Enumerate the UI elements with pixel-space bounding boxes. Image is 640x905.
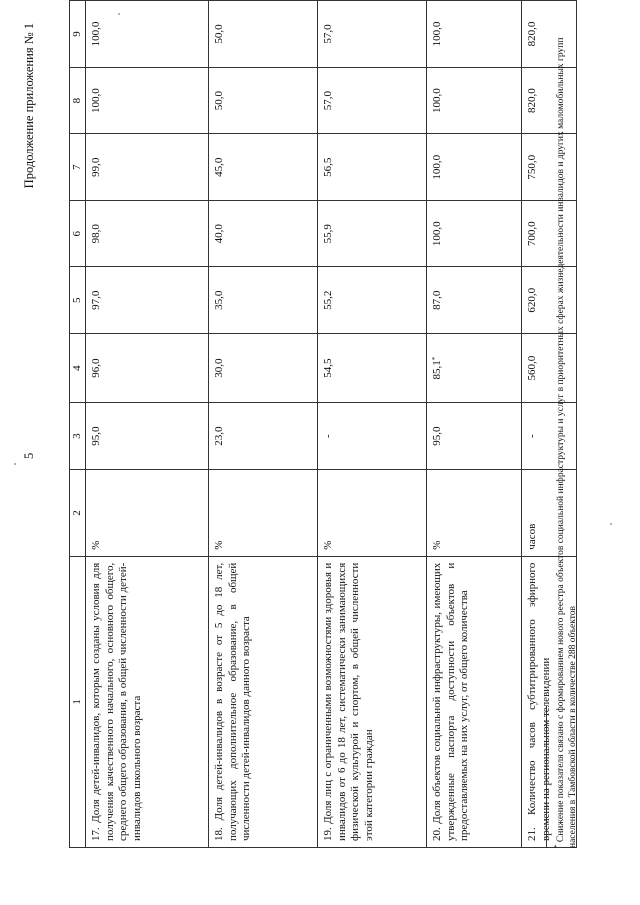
column-number: 8 [70, 68, 86, 134]
column-number-row [70, 1, 86, 848]
indicator-value: 700,0 [522, 201, 577, 267]
indicator-unit: % [427, 470, 522, 556]
indicator-value: 56,5 [318, 134, 427, 201]
scan-speck [14, 463, 16, 465]
footnote-marker: * [431, 356, 439, 361]
footnote-marker: * [553, 844, 561, 848]
indicator-value: 50,0 [209, 68, 318, 134]
appendix-continuation-label: Продолжение приложения № 1 [22, 23, 36, 189]
column-number: 6 [70, 201, 86, 267]
indicator-name: 20. Доля объектов социальной инфраструктуры, имеющих утвержденные паспорта доступности объектов и предоставляемых на них услуг, от общего количества [427, 556, 522, 847]
indicator-value: 98,0 [86, 201, 209, 267]
table-row [427, 1, 522, 848]
table-row [318, 1, 427, 848]
column-number: 4 [70, 334, 86, 403]
indicator-value: 55,2 [318, 267, 427, 334]
indicator-value: 85,1 [431, 360, 443, 380]
indicator-value: 30,0 [209, 334, 318, 403]
indicator-value: 57,0 [318, 1, 427, 68]
indicator-value: 55,9 [318, 201, 427, 267]
indicator-value: 100,0 [427, 134, 522, 201]
indicator-name: 17. Доля детей-инвалидов, которым созданы условия для получения качественного начального, основного общего, среднего общего образования, в общей численности детей-инвалидов школьного возраста [86, 556, 209, 847]
indicator-unit: % [86, 470, 209, 556]
indicator-value: - [318, 403, 427, 470]
indicator-value: 100,0 [86, 68, 209, 134]
indicator-unit: часов [522, 470, 577, 556]
column-number: 7 [70, 134, 86, 201]
indicator-unit: % [209, 470, 318, 556]
indicator-value: 50,0 [209, 1, 318, 68]
indicator-value: 100,0 [86, 1, 209, 68]
column-number: 1 [70, 556, 86, 847]
table-row [86, 1, 209, 848]
indicator-value: 87,0 [427, 267, 522, 334]
indicator-value: 95,0 [86, 403, 209, 470]
indicator-name: 19. Доля лиц с ограниченными возможностями здоровья и инвалидов от 6 до 18 лет, систематически занимающихся физической культурой и спортом, в общей численности этой категории граждан [318, 556, 427, 847]
indicator-value: 99,0 [86, 134, 209, 201]
indicator-value: 100,0 [427, 201, 522, 267]
column-number: 2 [70, 470, 86, 556]
footnote-divider [546, 706, 547, 848]
footnote-text: Снижение показателя связано с формированием нового реестра объектов социальной инфраструктуры и услуг в приоритетных сферах жизнедеятельности инвалидов и других маломобильных групп населения в Тамбовской области в количестве 288 объектов [556, 37, 579, 848]
table-row [209, 1, 318, 848]
indicator-value: 54,5 [318, 334, 427, 403]
indicator-value: 820,0 [522, 68, 577, 134]
column-number: 9 [70, 1, 86, 68]
indicator-value: 45,0 [209, 134, 318, 201]
indicator-value: 23,0 [209, 403, 318, 470]
indicator-value: - [522, 403, 577, 470]
footnote [551, 18, 579, 848]
indicator-value: 100,0 [427, 1, 522, 68]
indicator-value: 820,0 [522, 1, 577, 68]
indicator-value: 97,0 [86, 267, 209, 334]
indicator-value-cell [427, 334, 522, 403]
column-number: 5 [70, 267, 86, 334]
indicator-value: 95,0 [427, 403, 522, 470]
indicator-unit: % [318, 470, 427, 556]
indicator-value: 35,0 [209, 267, 318, 334]
indicator-value: 40,0 [209, 201, 318, 267]
indicator-name: 18. Доля детей-инвалидов в возрасте от 5 до 18 лет, получающих дополнительное образование, в общей численности детей-инвалидов данного возраста [209, 556, 318, 847]
indicator-name: 21. Количество часов субтитрированного эфирного времени на региональном телевидении [522, 556, 577, 847]
scan-speck [610, 523, 612, 525]
page-number: 5 [22, 452, 36, 459]
indicator-value: 620,0 [522, 267, 577, 334]
indicator-value: 96,0 [86, 334, 209, 403]
scan-speck [118, 13, 120, 15]
indicator-value: 57,0 [318, 68, 427, 134]
indicator-value: 750,0 [522, 134, 577, 201]
indicators-table [69, 0, 577, 848]
column-number: 3 [70, 403, 86, 470]
indicator-value: 560,0 [522, 334, 577, 403]
indicator-value: 100,0 [427, 68, 522, 134]
